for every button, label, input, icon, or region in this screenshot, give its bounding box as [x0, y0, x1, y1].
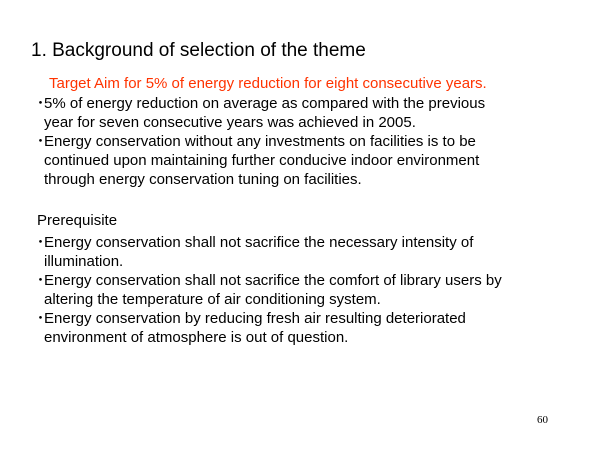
bullet-text: Energy conservation shall not sacrifice the comfort of library users by altering the temperature of air conditioning system.	[44, 272, 502, 308]
prerequisite-points	[33, 233, 593, 347]
bullet-icon: ・	[33, 133, 49, 150]
background-points	[33, 94, 593, 189]
bullet-icon: ・	[33, 95, 49, 112]
bullet-icon: ・	[33, 310, 49, 327]
prerequisite-bullet-list	[33, 233, 593, 347]
page-number: 60	[537, 414, 548, 426]
bullet-item	[33, 309, 593, 347]
bullet-icon: ・	[33, 272, 49, 289]
slide-title: 1. Background of selection of the theme	[31, 40, 366, 61]
bullet-item	[33, 271, 593, 309]
bullet-text: 5% of energy reduction on average as compared with the previous year for seven consecutive years was achieved in 2005.	[44, 95, 486, 131]
bullet-icon: ・	[33, 234, 49, 251]
prerequisite-heading: Prerequisite	[37, 212, 118, 229]
bullet-item	[33, 233, 593, 271]
bullet-text: Energy conservation by reducing fresh air resulting deteriorated environment of atmosphere is out of question.	[44, 310, 466, 346]
bullet-text: Energy conservation without any investments on facilities is to be continued upon maintaining further conducive indoor environment through energy conservation tuning on facilities.	[44, 133, 480, 188]
bullet-item	[33, 94, 593, 132]
bullet-item	[33, 132, 593, 189]
bullet-text: Energy conservation shall not sacrifice the necessary intensity of illumination.	[44, 234, 474, 270]
target-statement: Target Aim for 5% of energy reduction for eight consecutive years.	[49, 75, 487, 92]
background-bullet-list	[33, 94, 593, 189]
